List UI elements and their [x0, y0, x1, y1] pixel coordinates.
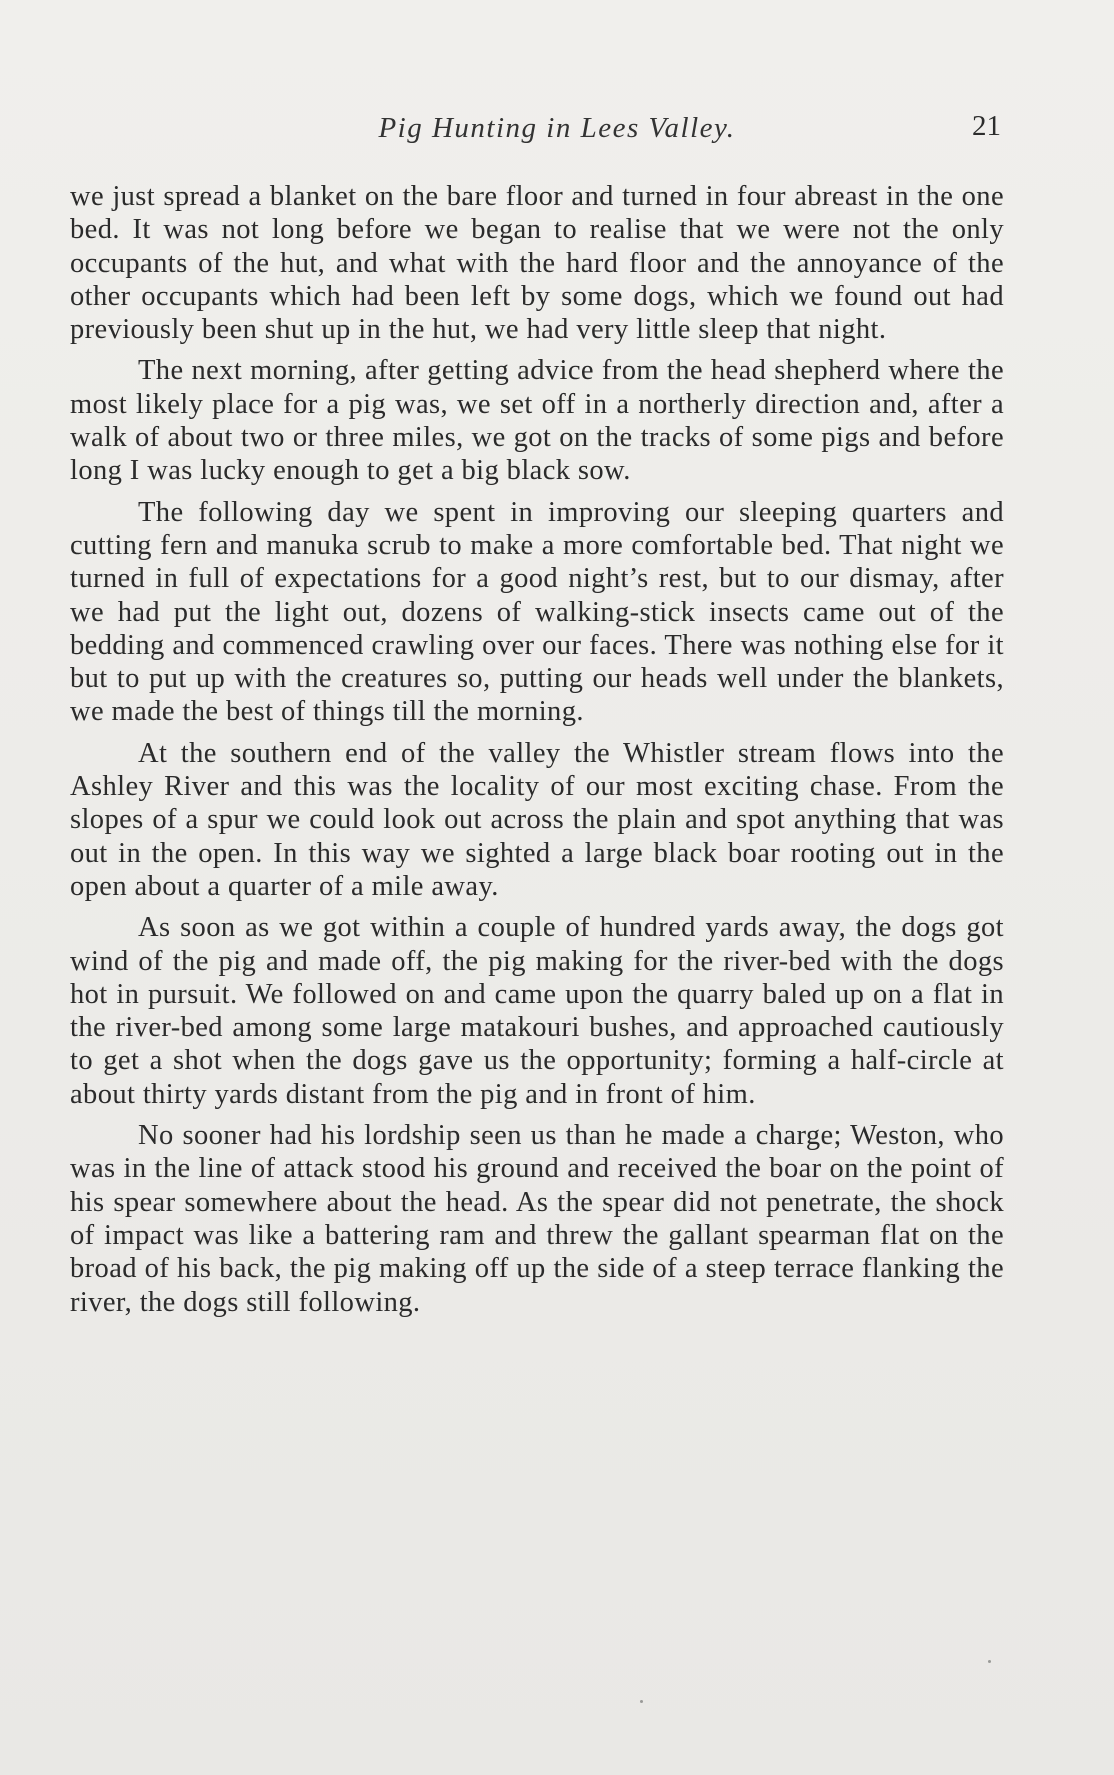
- paragraph-1: we just spread a blanket on the bare floor and turned in four abreast in the one bed. It was not long before we began to realise that we were not the only occupants of the hut, and what with the hard floor and the annoyance of the other occupants which had been left by some dogs, which we found out had previously been shut up in the hut, we had very little sleep that night.: [70, 181, 1004, 346]
- paragraph-5: As soon as we got within a couple of hundred yards away, the dogs got wind of the pig and made off, the pig making for the river-bed with the dogs hot in pursuit. We followed on and came upon the quarry baled up on a flat in the river-bed among some large matakouri bushes, and approached cautiously to get a shot when the dogs gave us the opportunity; forming a half-circle at about thirty yards distant from the pig and in front of him.: [70, 912, 1004, 1110]
- running-title: Pig Hunting in Lees Valley.: [378, 112, 736, 144]
- paragraph-3: The following day we spent in improving our sleeping quarters and cutting fern and manuka scrub to make a more comfortable bed. That night we turned in full of expectations for a good night’s rest, but to our dismay, after we had put the light out, dozens of walking-stick insects came out of the bedding and commenced crawling over our faces. There was nothing else for it but to put up with the creatures so, putting our heads well under the blankets, we made the best of things till the morning.: [70, 496, 1004, 728]
- body-text: [70, 180, 1004, 1327]
- paper-speck: [640, 1700, 643, 1703]
- paragraph-6: No sooner had his lordship seen us than he made a charge; Weston, who was in the line of attack stood his ground and received the boar on the point of his spear somewhere about the head. As the spear did not penetrate, the shock of impact was like a battering ram and threw the gallant spearman flat on the broad of his back, the pig making off up the side of a steep terrace flanking the river, the dogs still following.: [70, 1120, 1004, 1318]
- paragraph-2: The next morning, after getting advice from the head shepherd where the most likely place for a pig was, we set off in a northerly direction and, after a walk of about two or three miles, we got on the tracks of some pigs and before long I was lucky enough to get a big black sow.: [70, 355, 1004, 487]
- paper-speck: [988, 1660, 991, 1663]
- page-number: 21: [972, 110, 1001, 142]
- paragraph-4: At the southern end of the valley the Whistler stream flows into the Ashley River and this was the locality of our most exciting chase. From the slopes of a spur we could look out across the plain and spot anything that was out in the open. In this way we sighted a large black boar rooting out in the open about a quarter of a mile away.: [70, 737, 1004, 902]
- running-head: [0, 112, 1114, 152]
